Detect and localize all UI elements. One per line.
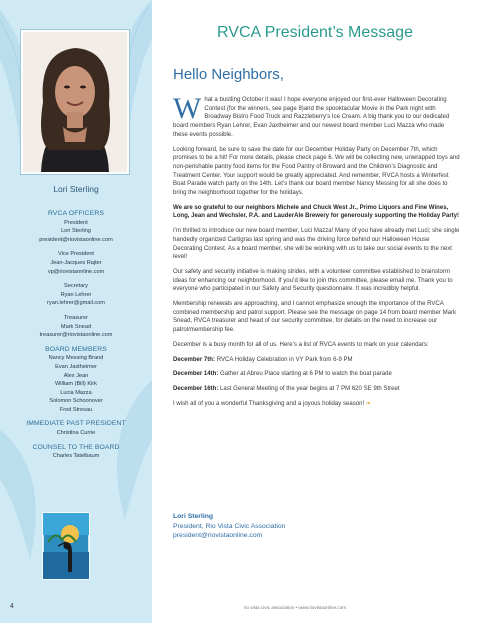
paragraph-5: Our safety and security initiative is making strides, with a volunteer committee established to brainstorm ideas for enhancing our neighborhood. If you’d like to join this committee, please email me. Thank you to everyone who participated in our Safety and Security questionnaire. It was incredibly helpful. <box>173 268 453 293</box>
greeting: Hello Neighbors, <box>173 66 284 83</box>
page-number: 4 <box>10 603 14 610</box>
officer-line: Fred Stresau <box>59 406 93 413</box>
officer-group-title: COUNSEL TO THE BOARD <box>32 443 120 451</box>
paragraph-7: December is a busy month for all of us. Here’s a list of RVCA events to mark on your calendars: <box>173 341 429 348</box>
officer-line[interactable]: ryan.lehrer@gmail.com <box>47 300 105 307</box>
officer-line: Evan Jaxtheimer <box>55 363 97 370</box>
paragraph-6: Membership renewals are approaching, and I cannot emphasize enough the importance of the RVCA combined membership and patrol support. Please see the message on page 14 from board member Mark Snead, RVCA treasurer and head of our security committee, for details on the need to increase our patrol/membership fee. <box>173 301 457 334</box>
officer-line[interactable]: vp@riovistaonline.com <box>47 268 105 275</box>
officer-list <box>0 210 152 461</box>
photo-caption: Lori Sterling <box>53 184 99 194</box>
letter-body <box>173 92 460 414</box>
officer-line: Christina Currie <box>56 430 96 437</box>
closing: I wish all of you a wonderful Thanksgiving and a joyous holiday season! ❧ <box>173 400 371 407</box>
officer-line: Jean-Jacques Rajter <box>50 259 102 266</box>
event-1: December 7th: RVCA Holiday Celebration in VY Park from 6-9 PM <box>173 356 353 363</box>
officer-line: Solomon Schoonover <box>49 398 103 405</box>
leaf-icon: ❧ <box>365 400 371 407</box>
event-3: December 16th: Last General Meeting of the year begins at 7 PM 620 SE 9th Street <box>173 385 400 392</box>
drop-cap: W <box>173 92 202 125</box>
signature-email[interactable]: president@riovistaonline.com <box>173 532 263 539</box>
paragraph-4: I’m thrilled to introduce our new board member, Luci Mazza! Many of you have already met Luci; she single handedly organized Cartigras last spring and was the driving force behind our Halloween House Decorating Contest. As a board member, she will be working with us to take our social events to the next level! <box>173 228 460 261</box>
officer-line: Ryan Lehrer <box>60 291 92 298</box>
paragraph-1: What a bustling October it was! I hope everyone enjoyed our first-ever Halloween Decorating Contest (for the winners, see page 8)and the spooktacular Movie in the Park night with Broadway Bistro Food Truck and Razzleberry’s Ice Cream. A big thank you to our dedicated board members Ryan Lehrer, Evan Jaxtheimer and our newest board member Luci Mazza who made these events possible. <box>173 92 450 138</box>
signature-block <box>173 512 413 541</box>
event-2: December 14th: Gather at Abreu Place starting at 6 PM to watch the boat parade <box>173 371 392 378</box>
officer-line: William (Bill) Kirk <box>55 381 97 388</box>
officer-line: Charles Tatelbaum <box>52 453 100 460</box>
officer-line: Lori Sterling <box>61 228 91 235</box>
officer-line: Nancy Messing Brand <box>48 355 104 362</box>
signature-role: President, Rio Vista Civic Association <box>173 522 286 530</box>
sidebar <box>0 0 152 623</box>
officer-line: Alex Jean <box>63 372 89 379</box>
officer-line[interactable]: president@riovistaonline.com <box>39 236 113 243</box>
officer-group-title: RVCA OFFICERS <box>48 210 104 217</box>
officer-line: Vice President <box>58 251 94 258</box>
officer-line: President <box>64 219 88 226</box>
officer-line: Lucia Mazza <box>60 389 92 396</box>
paragraph-thanks: We are so grateful to our neighbors Michele and Chuck West Jr., Primo Liquors and Fine Wines, Long, Jean and Wechsler, P.A. and LauderAle Brewery for generously supporting the Holiday Party! <box>173 204 460 220</box>
paragraph-2: Looking forward, be sure to save the date for our December Holiday Party on December 7th, which promises to be a hit! For more details, please check page 6. We will be collecting new, unwrapped toys and non-perishable pantry food items for the Food Pantry of Broward and the Children’s Diagnostic and Treatment Center. Your support would be greatly appreciated. And remember, RVCA hosts a Winterfest Boat Parade watch party on the 14th. Let’s thank our board member Nancy Messing for all she does to bring the neighborhood together for the holidays. <box>173 146 460 197</box>
officer-line: Secretary <box>64 283 88 290</box>
page-title: RVCA President’s Message <box>217 24 413 41</box>
officer-line[interactable]: treasurer@riovistaonline.com <box>39 332 113 339</box>
officer-line: Mark Snead <box>60 323 92 330</box>
officer-group-title: IMMEDIATE PAST PRESIDENT <box>26 420 126 428</box>
page-footer: rio vista civic association • www.riovistaonline.com <box>243 605 347 610</box>
president-photo <box>21 30 129 174</box>
signature-name: Lori Sterling <box>173 513 214 520</box>
portrait-illustration <box>23 32 127 172</box>
officer-group-title: BOARD MEMBERS <box>45 345 107 353</box>
heron-logo <box>42 512 90 580</box>
officer-line: Treasurer <box>63 314 89 321</box>
